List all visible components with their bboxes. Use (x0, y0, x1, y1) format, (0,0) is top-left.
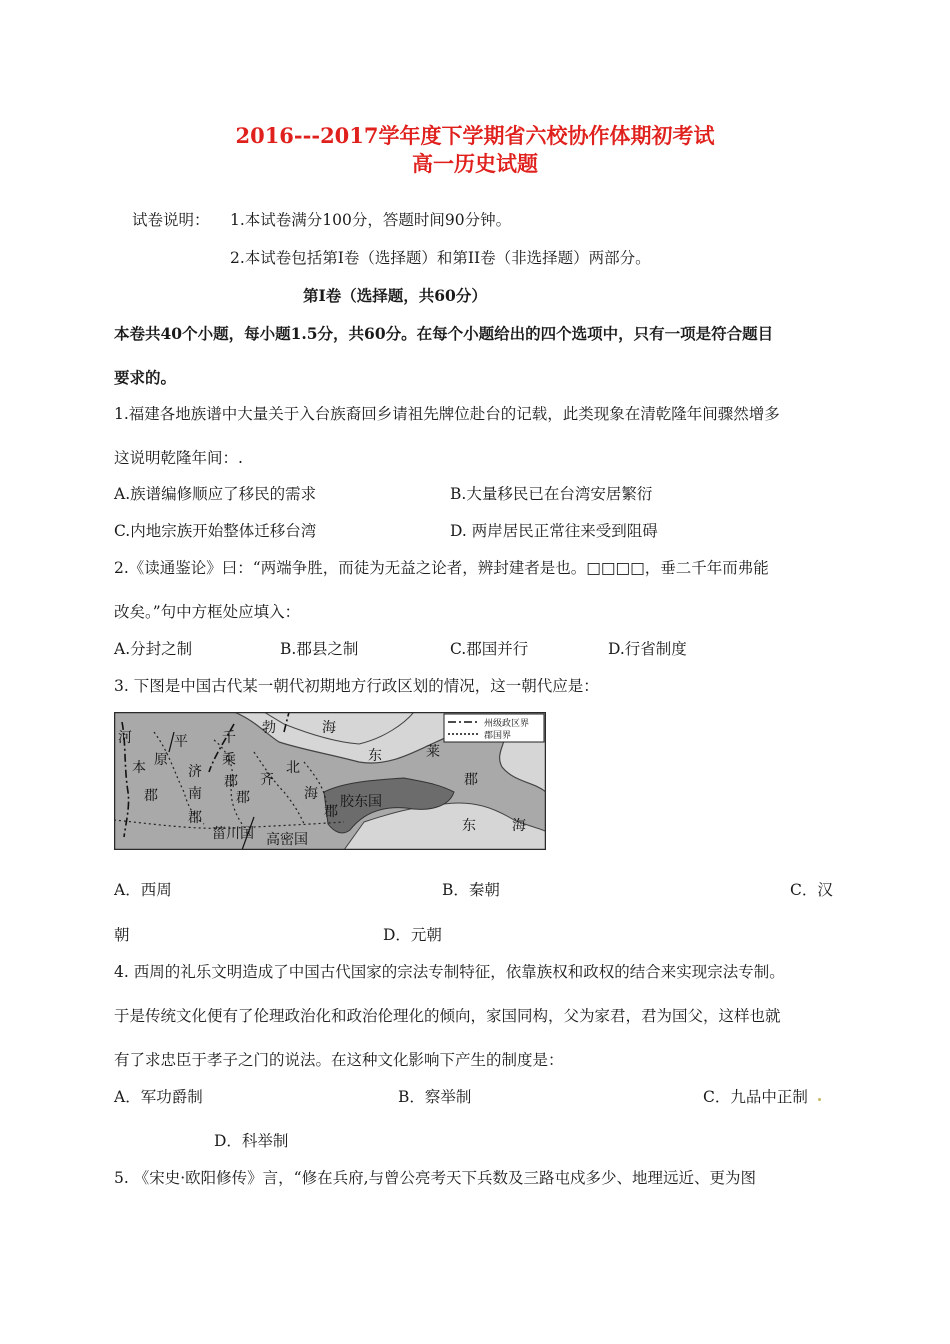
q3-option-d: D．元朝 (383, 926, 442, 944)
map-label-jun-d: 郡 (236, 790, 250, 806)
map-label-dong: 东 (368, 748, 382, 764)
stray-dot (818, 1098, 821, 1101)
q1-stem-line2: 这说明乾隆年间：. (114, 449, 243, 467)
q3-option-a: A．西周 (114, 881, 172, 899)
q2-option-d: D.行省制度 (608, 640, 687, 658)
q1-option-a: A.族谱编修顺应了移民的需求 (114, 485, 317, 503)
map-label-donghai-dong: 东 (462, 818, 476, 834)
map-label-jun-b: 郡 (224, 774, 238, 790)
q1-option-d: D. 两岸居民正常往来受到阻碍 (450, 522, 658, 540)
exam-subtitle: 高一历史试题 (412, 151, 538, 176)
map-label-jun-e: 郡 (324, 804, 338, 820)
legend-state-border: 州级政区界 (484, 719, 530, 729)
exam-title: 2016---2017学年度下学期省六校协作体期初考试 (235, 123, 715, 148)
q4-stem-line2: 于是传统文化便有了伦理政治化和政治伦理化的倾向，家国同构，父为家君，君为国父，这样也就 (114, 1007, 781, 1025)
q2-stem-line1: 2.《读通鉴论》曰：“两端争胜，而徒为无益之论者，辨封建者是也。□□□□，垂二千年而弗能 (114, 559, 769, 577)
map-label-jun-a: 郡 (144, 788, 158, 804)
map-label-hai-a: 海 (304, 786, 318, 802)
q3-option-b: B．秦朝 (442, 881, 500, 899)
map-label-ping: 平 (174, 734, 188, 750)
section-heading: 第Ⅰ卷（选择题，共60分） (303, 286, 487, 305)
q2-option-c: C.郡国并行 (450, 640, 529, 658)
map-label-he: 河 (118, 730, 132, 746)
q4-stem-line3: 有了求忠臣于孝子之门的说法。在这种文化影响下产生的制度是： (114, 1051, 564, 1069)
map-label-jun-c: 郡 (188, 810, 202, 826)
instruction-item-1: 1.本试卷满分100分，答题时间90分钟。 (230, 211, 512, 229)
q4-option-b: B．察举制 (398, 1088, 472, 1106)
map-label-ben: 本 (132, 760, 146, 776)
q1-option-c: C.内地宗族开始整体迁移台湾 (114, 522, 317, 540)
han-dynasty-map (114, 712, 546, 850)
map-label-donghai-hai: 海 (512, 818, 526, 834)
q3-stem: 3. 下图是中国古代某一朝代初期地方行政区划的情况，这一朝代应是： (114, 677, 599, 695)
q4-option-d: D．科举制 (214, 1132, 289, 1150)
map-label-gaomi: 高密国 (266, 832, 308, 848)
map-label-qian: 千 (222, 730, 236, 746)
map-label-jiaodong: 胶东国 (340, 794, 382, 810)
map-label-hai-b: 海 (322, 720, 336, 736)
map-label-ji: 济 (188, 764, 202, 780)
q2-option-a: A.分封之制 (114, 640, 193, 658)
q3-option-c: C．汉 (790, 881, 833, 899)
section-desc-line1: 本卷共40个小题，每小题1.5分，共60分。在每个小题给出的四个选项中，只有一项是符合题目 (114, 324, 774, 343)
legend-commandery-border: 郡国界 (484, 731, 512, 741)
q4-stem-line1: 4. 西周的礼乐文明造成了中国古代国家的宗法专制特征，依靠族权和政权的结合来实现宗法专制。 (114, 963, 785, 981)
map-label-jun-f: 郡 (464, 772, 478, 788)
q4-option-c: C．九品中正制 (703, 1088, 808, 1106)
map-label-zichuan: 菑川国 (212, 826, 254, 842)
q4-option-a: A．军功爵制 (114, 1088, 203, 1106)
map-label-nan: 南 (188, 786, 202, 802)
q1-stem-line1: 1.福建各地族谱中大量关于入台族裔回乡请祖先牌位赴台的记载，此类现象在清乾隆年间骤然增多 (114, 405, 780, 423)
q3-option-c-cont: 朝 (114, 926, 130, 944)
map-label-yuan: 原 (154, 752, 168, 768)
map-label-qi: 齐 (260, 772, 274, 788)
map-label-lai: 莱 (426, 744, 440, 760)
q2-stem-line2: 改矣。”句中方框处应填入： (114, 603, 301, 621)
map-label-cheng: 乘 (222, 752, 236, 768)
q2-option-b: B.郡县之制 (280, 640, 359, 658)
q1-option-b: B.大量移民已在台湾安居繁衍 (450, 485, 653, 503)
instruction-item-2: 2.本试卷包括第Ⅰ卷（选择题）和第II卷（非选择题）两部分。 (230, 249, 651, 267)
q5-stem-line1: 5. 《宋史·欧阳修传》言，“修在兵府,与曾公亮考天下兵数及三路屯戍多少、地理远近、更为图 (114, 1169, 756, 1187)
instructions-label: 试卷说明： (132, 211, 210, 229)
section-desc-line2: 要求的。 (114, 368, 177, 387)
map-label-bei: 北 (286, 760, 300, 776)
map-label-bo: 勃 (262, 720, 276, 736)
